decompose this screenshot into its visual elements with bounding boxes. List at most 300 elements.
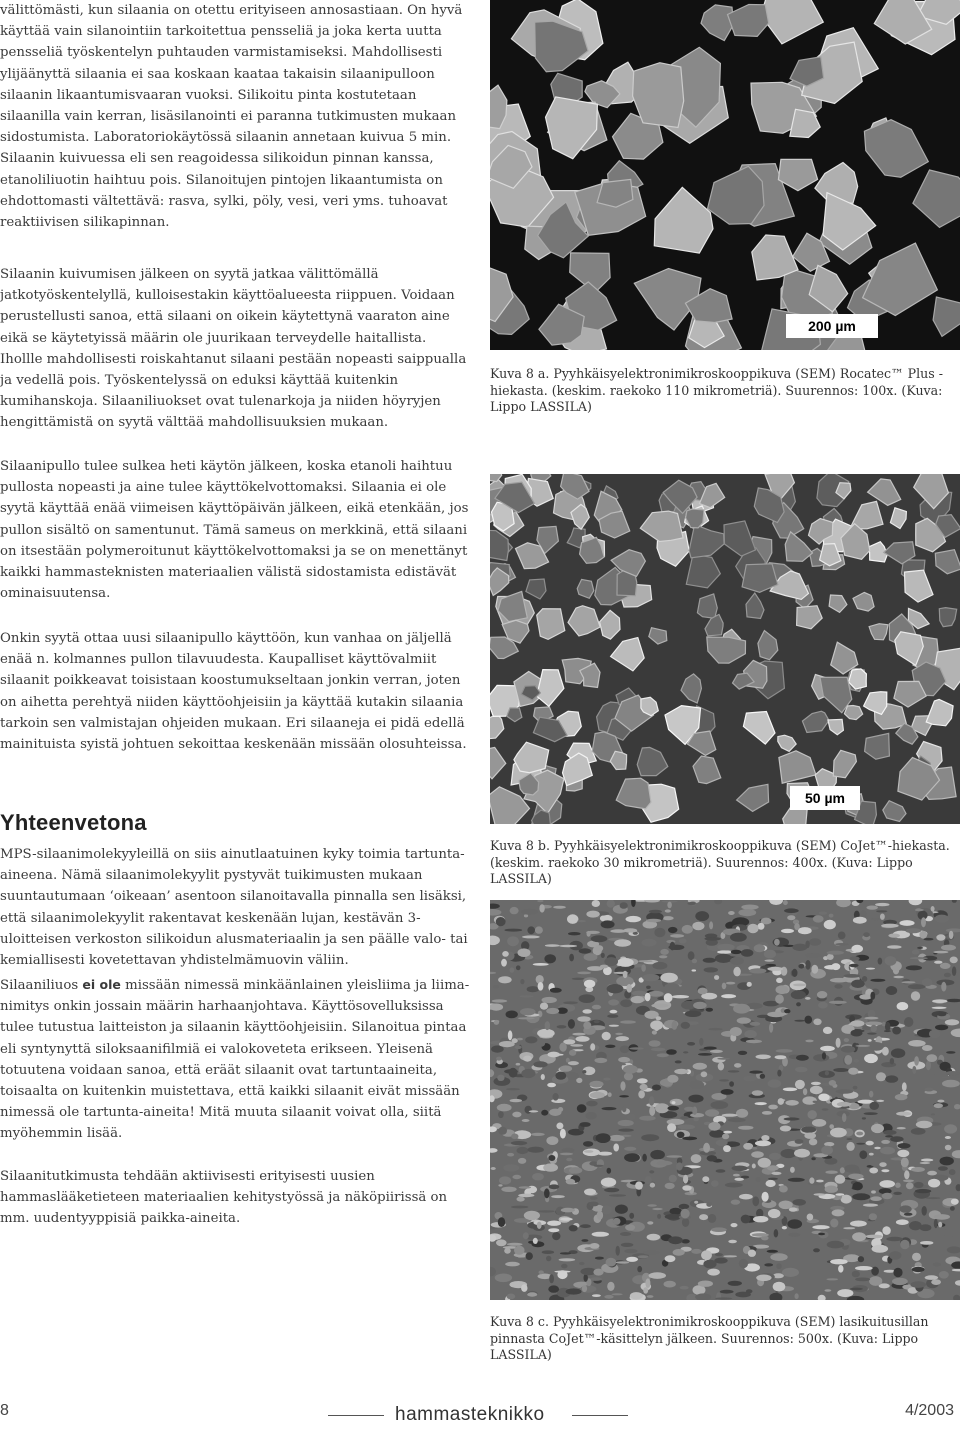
surface-speck [626, 1257, 638, 1262]
surface-speck [837, 1289, 853, 1297]
surface-speck [774, 1229, 779, 1237]
surface-speck [842, 1113, 846, 1122]
surface-speck [744, 1030, 757, 1038]
surface-speck [641, 1134, 659, 1141]
surface-speck [673, 1249, 685, 1256]
surface-speck [602, 1107, 617, 1110]
surface-speck [798, 964, 804, 969]
surface-speck [767, 1165, 779, 1170]
surface-speck [559, 945, 577, 947]
surface-speck [522, 935, 540, 938]
surface-speck [932, 1007, 947, 1009]
surface-speck [690, 1113, 704, 1117]
surface-speck [667, 1123, 676, 1132]
surface-speck [504, 1248, 511, 1254]
surface-speck [731, 1223, 738, 1227]
surface-speck [848, 1174, 863, 1180]
surface-speck [739, 1259, 748, 1268]
surface-speck [568, 1019, 575, 1029]
surface-speck [902, 981, 916, 983]
surface-speck [607, 1168, 612, 1174]
surface-speck [810, 1086, 823, 1094]
surface-speck [590, 1197, 597, 1200]
surface-speck [730, 957, 744, 965]
surface-speck [561, 1264, 567, 1269]
surface-speck [714, 975, 719, 980]
surface-speck [582, 1009, 592, 1013]
surface-speck [906, 965, 922, 970]
surface-speck [533, 963, 549, 966]
surface-speck [796, 1002, 801, 1006]
section-heading: Yhteenvetona [0, 810, 147, 835]
surface-speck [501, 1187, 516, 1192]
issue-number: 4/2003 [905, 1402, 954, 1419]
surface-speck [855, 1266, 873, 1270]
surface-speck [592, 1232, 609, 1237]
surface-speck [618, 1120, 634, 1126]
surface-speck [511, 1206, 529, 1209]
surface-speck [872, 1245, 889, 1253]
surface-speck [714, 1258, 727, 1264]
surface-speck [926, 1054, 937, 1062]
surface-speck [511, 1134, 518, 1140]
surface-speck [517, 1147, 529, 1154]
page-number: 8 [0, 1402, 9, 1419]
surface-speck [734, 1178, 744, 1181]
surface-speck [532, 1173, 544, 1180]
surface-speck [838, 932, 846, 940]
surface-speck [506, 1011, 518, 1019]
surface-speck [516, 1063, 521, 1066]
surface-speck [829, 1001, 847, 1004]
surface-speck [945, 1136, 951, 1139]
surface-speck [741, 905, 758, 910]
surface-speck [728, 911, 735, 915]
surface-speck [804, 1133, 816, 1139]
surface-speck [795, 1080, 805, 1089]
surface-speck [613, 1218, 621, 1225]
surface-speck [749, 1071, 763, 1074]
surface-speck [629, 1213, 634, 1219]
surface-speck [893, 1192, 902, 1195]
surface-speck [703, 1260, 716, 1269]
surface-speck [834, 984, 842, 989]
scale-bar-label: 50 µm [805, 790, 845, 806]
paragraph [0, 264, 472, 434]
surface-speck [881, 1169, 889, 1172]
surface-speck [568, 932, 581, 935]
surface-speck [738, 1051, 747, 1055]
surface-speck [560, 1129, 566, 1139]
surface-speck [876, 1100, 884, 1102]
surface-speck [584, 980, 595, 988]
surface-speck [504, 929, 522, 932]
surface-speck [776, 978, 783, 983]
surface-speck [910, 957, 928, 959]
surface-speck [546, 1256, 551, 1262]
surface-speck [787, 915, 795, 920]
surface-speck [951, 1199, 959, 1205]
surface-speck [792, 944, 807, 951]
surface-speck [844, 1055, 852, 1065]
surface-speck [952, 966, 956, 976]
surface-speck [801, 1126, 816, 1133]
surface-speck [900, 1205, 912, 1212]
surface-speck [517, 1038, 523, 1041]
surface-speck [715, 1297, 732, 1299]
paragraph-text: Silaanitutkimusta tehdään aktiivisesti erityisesti uusien hammaslääketieteen materiaalien kehitystyössä ja näköpiirissä on mm. uudentyyppisiä paikka-aineita. [0, 1169, 448, 1227]
surface-speck [882, 1193, 893, 1199]
surface-speck [728, 1118, 746, 1122]
surface-speck [623, 971, 628, 978]
surface-speck [569, 1050, 576, 1056]
surface-speck [851, 1030, 863, 1037]
surface-speck [937, 1100, 944, 1103]
surface-speck [497, 1075, 504, 1081]
surface-speck [898, 1143, 911, 1149]
surface-speck [601, 1178, 616, 1187]
surface-speck [550, 988, 562, 993]
surface-speck [886, 1237, 903, 1241]
scale-bar-label: 200 µm [808, 318, 856, 334]
surface-speck [656, 1016, 662, 1020]
surface-speck [933, 951, 948, 954]
surface-speck [876, 910, 887, 912]
surface-speck [885, 1075, 898, 1082]
surface-speck [577, 920, 586, 922]
surface-speck [702, 1176, 709, 1182]
surface-speck [652, 1030, 657, 1034]
surface-speck [618, 1057, 630, 1063]
surface-speck [549, 1184, 560, 1189]
surface-speck [764, 960, 774, 962]
surface-speck [667, 1075, 678, 1083]
surface-speck [837, 1102, 851, 1107]
surface-speck [852, 1182, 863, 1190]
surface-speck [716, 1169, 726, 1173]
surface-speck [652, 962, 667, 970]
surface-speck [709, 921, 713, 929]
surface-speck [743, 1076, 757, 1082]
surface-speck [693, 1118, 699, 1122]
surface-speck [687, 1042, 695, 1046]
surface-speck [718, 1062, 724, 1070]
surface-speck [496, 1239, 507, 1246]
surface-speck [836, 1193, 845, 1195]
surface-speck [856, 1132, 863, 1136]
surface-speck [823, 1027, 832, 1034]
surface-speck [693, 1002, 707, 1009]
surface-speck [577, 1016, 590, 1022]
surface-speck [539, 904, 544, 912]
surface-speck [791, 990, 806, 999]
surface-speck [549, 1274, 554, 1283]
surface-speck [659, 955, 667, 958]
surface-speck [694, 1201, 698, 1204]
surface-speck [692, 959, 697, 964]
surface-speck [588, 1202, 598, 1207]
surface-speck [510, 967, 515, 972]
surface-speck [555, 1072, 566, 1080]
surface-speck [836, 1089, 853, 1094]
surface-speck [507, 1294, 516, 1300]
surface-speck [638, 1090, 645, 1098]
surface-speck [767, 1250, 778, 1253]
surface-speck [545, 1021, 550, 1030]
surface-speck [613, 1144, 619, 1152]
surface-speck [835, 1175, 846, 1184]
surface-speck [752, 1147, 758, 1150]
surface-speck [591, 935, 608, 942]
surface-speck [937, 1013, 946, 1017]
surface-speck [548, 1052, 560, 1058]
surface-speck [899, 920, 914, 926]
surface-speck [908, 1040, 926, 1047]
surface-speck [775, 1055, 787, 1059]
surface-speck [860, 910, 866, 917]
surface-speck [541, 1110, 548, 1116]
surface-speck [706, 1202, 712, 1207]
surface-speck [934, 1219, 938, 1228]
surface-speck [563, 1001, 578, 1004]
surface-speck [908, 984, 926, 989]
surface-speck [501, 959, 507, 967]
surface-speck [497, 1104, 512, 1112]
surface-speck [809, 1177, 814, 1183]
surface-speck [707, 1155, 717, 1161]
surface-speck [851, 980, 865, 988]
surface-speck [906, 1182, 914, 1189]
surface-speck [885, 956, 897, 966]
surface-speck [886, 986, 897, 995]
paragraph [0, 0, 472, 233]
surface-speck [933, 1263, 942, 1267]
surface-speck [852, 1193, 870, 1200]
surface-speck [805, 960, 810, 970]
surface-speck [832, 1209, 845, 1216]
surface-speck [642, 1154, 647, 1162]
surface-speck [540, 1003, 548, 1010]
surface-speck [692, 969, 697, 971]
surface-speck [580, 1122, 591, 1127]
surface-speck [935, 915, 949, 923]
surface-speck [675, 1060, 682, 1063]
surface-speck [715, 954, 732, 963]
surface-speck [774, 939, 780, 946]
surface-speck [869, 1168, 878, 1174]
surface-speck [708, 1028, 722, 1031]
surface-speck [904, 1170, 909, 1179]
surface-speck [878, 958, 883, 965]
surface-speck [852, 1271, 860, 1278]
surface-speck [647, 1295, 654, 1298]
surface-speck [510, 907, 519, 914]
surface-speck [509, 1068, 518, 1078]
surface-speck [715, 1253, 723, 1256]
surface-speck [870, 979, 885, 982]
surface-speck [818, 1233, 825, 1236]
surface-speck [853, 917, 867, 924]
surface-speck [856, 1143, 865, 1145]
surface-speck [929, 1030, 940, 1039]
surface-speck [556, 1123, 563, 1130]
surface-speck [672, 1101, 676, 1104]
surface-speck [676, 1162, 683, 1170]
surface-speck [531, 1133, 545, 1136]
surface-speck [805, 941, 809, 949]
paragraph-text: Silaaniliuos ei ole missään nimessä minkäänlainen yleisliima ja liima-nimitys onkin jossain määrin harhaanjohtava. Käyttösovelluksissa tulee tutustua laitteiston ja silaanin käyttöohjeisiin. Silanoitua pintaa eli syntynyttä siloksaanifilmiä ei valokoveteta erikseen. Yleisenä totuutena voidaan sanoa, että eräät silaanit ovat tartuntaaineita, toisaalta on kuitenkin muistettava, että kaikki silaanit eivät missään nimessä ole tartunta-aineita! Mitä muuta silaanit voivat olla, siitä myöhemmin lisää. [0, 977, 470, 1142]
surface-speck [869, 1276, 882, 1286]
surface-speck [594, 1058, 607, 1063]
surface-speck [698, 988, 708, 995]
surface-speck [928, 1179, 940, 1188]
surface-speck [793, 984, 806, 987]
surface-speck [670, 934, 684, 938]
surface-speck [602, 1205, 612, 1214]
surface-speck [787, 1219, 802, 1228]
surface-speck [911, 991, 920, 1000]
surface-speck [619, 1095, 629, 1097]
surface-speck [871, 1124, 884, 1133]
surface-speck [703, 958, 716, 963]
surface-speck [882, 1226, 890, 1235]
surface-speck [917, 947, 923, 949]
surface-speck [538, 982, 544, 991]
surface-speck [890, 1136, 903, 1142]
surface-speck [590, 1092, 605, 1099]
surface-speck [651, 1048, 665, 1052]
surface-speck [560, 1252, 571, 1254]
surface-speck [825, 1071, 829, 1076]
surface-speck [649, 1106, 655, 1116]
surface-speck [620, 999, 632, 1007]
surface-speck [858, 1256, 864, 1262]
surface-speck [548, 1155, 555, 1161]
surface-speck [805, 953, 822, 958]
surface-speck [651, 1003, 668, 1007]
surface-speck [829, 1080, 836, 1086]
surface-speck [506, 1088, 520, 1090]
surface-speck [729, 1081, 734, 1087]
emphasis: ei ole [82, 977, 121, 992]
surface-speck [717, 944, 734, 951]
surface-speck [853, 1086, 858, 1090]
surface-speck [645, 1176, 652, 1184]
surface-speck [813, 1019, 821, 1026]
surface-speck [605, 1045, 615, 1048]
surface-speck [558, 1107, 563, 1112]
surface-speck [688, 1095, 703, 1103]
surface-speck [660, 949, 669, 955]
surface-speck [551, 1195, 565, 1198]
surface-speck [517, 1197, 525, 1202]
surface-speck [880, 914, 885, 920]
surface-speck [723, 1131, 732, 1134]
surface-speck [665, 1183, 675, 1189]
surface-speck [609, 1025, 619, 1027]
surface-speck [900, 1240, 909, 1250]
surface-speck [543, 1163, 558, 1171]
surface-speck [870, 992, 875, 1000]
surface-speck [746, 1040, 762, 1044]
surface-speck [647, 1221, 653, 1224]
surface-speck [869, 1153, 874, 1156]
surface-speck [833, 1068, 849, 1072]
surface-speck [897, 1127, 906, 1129]
paragraph-text: Onkin syytä ottaa uusi silaanipullo käyttöön, kun vanhaa on jäljellä enää n. kolmannes pullon tilavuudesta. Kaupalliset käyttövalmiit silaanit poikkeavat toisistaan koostumukseltaan jonkin verran, joten on aihetta perehtyä niiden käyttöohjeisiin ja käyttää kutakin silaania tarkoin sen valmistajan ohjeiden mukaan. Eri silaaneja ei pidä edellä mainituista syistä johtuen sekoittaa keskenään missään olosuhteissa. [0, 631, 467, 753]
surface-speck [650, 1183, 655, 1188]
surface-speck [529, 1110, 539, 1112]
surface-speck [942, 1080, 960, 1088]
surface-speck [584, 1274, 588, 1282]
surface-speck [710, 1050, 723, 1053]
surface-speck [525, 1106, 532, 1114]
surface-speck [521, 909, 538, 915]
surface-speck [762, 1111, 772, 1115]
surface-speck [721, 994, 736, 998]
surface-speck [722, 983, 727, 990]
surface-speck [707, 1269, 720, 1276]
surface-speck [836, 1038, 841, 1048]
surface-speck [788, 1233, 800, 1237]
surface-speck [620, 1081, 625, 1090]
surface-speck [681, 1022, 690, 1029]
surface-speck [674, 1069, 688, 1074]
surface-speck [946, 1051, 955, 1054]
surface-speck [568, 1061, 579, 1065]
surface-speck [618, 1129, 634, 1132]
surface-speck [617, 958, 634, 967]
surface-speck [751, 1151, 764, 1158]
surface-speck [921, 1159, 933, 1162]
surface-speck [521, 1069, 535, 1078]
surface-speck [551, 1099, 565, 1103]
surface-speck [503, 1164, 519, 1171]
surface-speck [764, 950, 776, 959]
surface-speck [805, 997, 811, 1000]
surface-speck [572, 1033, 585, 1036]
surface-speck [756, 1275, 771, 1282]
surface-speck [825, 1289, 832, 1292]
surface-speck [824, 1158, 837, 1165]
surface-speck [589, 1081, 603, 1088]
surface-speck [871, 1190, 876, 1193]
surface-speck [762, 1192, 769, 1202]
surface-speck [720, 1290, 734, 1294]
paragraph-text: MPS-silaanimolekyyleillä on siis ainutlaatuinen kyky toimia tartunta-aineena. Nämä silaanimolekyylit pystyvät tuikimusten mukaan suuntautumaan ‘oikeaan’ asentoon silanoitavalla pinnalla sen lisäksi, että silaanimolekyylit rakentavat keskenään lujan, kestävän 3-uloitteisen verkoston silikoidun alusmateriaalin ja sen päälle valo- tai kemiallisesti kovetettavan yhdistelmämuovin väliin. [0, 847, 468, 969]
surface-speck [601, 920, 615, 928]
surface-speck [920, 1224, 932, 1231]
surface-speck [601, 953, 605, 958]
surface-speck [559, 1043, 566, 1052]
surface-speck [623, 1065, 638, 1074]
surface-speck [790, 1167, 795, 1173]
surface-speck [816, 1180, 824, 1183]
surface-speck [922, 1045, 933, 1051]
surface-speck [638, 1255, 649, 1258]
surface-speck [889, 1251, 901, 1260]
surface-speck [868, 1042, 884, 1051]
surface-speck [639, 1116, 655, 1121]
surface-speck [567, 914, 578, 924]
surface-speck [608, 999, 619, 1005]
surface-speck [950, 957, 958, 964]
surface-speck [706, 1008, 713, 1012]
surface-speck [895, 1183, 901, 1188]
surface-speck [520, 979, 524, 984]
surface-speck [667, 1106, 679, 1111]
surface-speck [626, 984, 632, 993]
